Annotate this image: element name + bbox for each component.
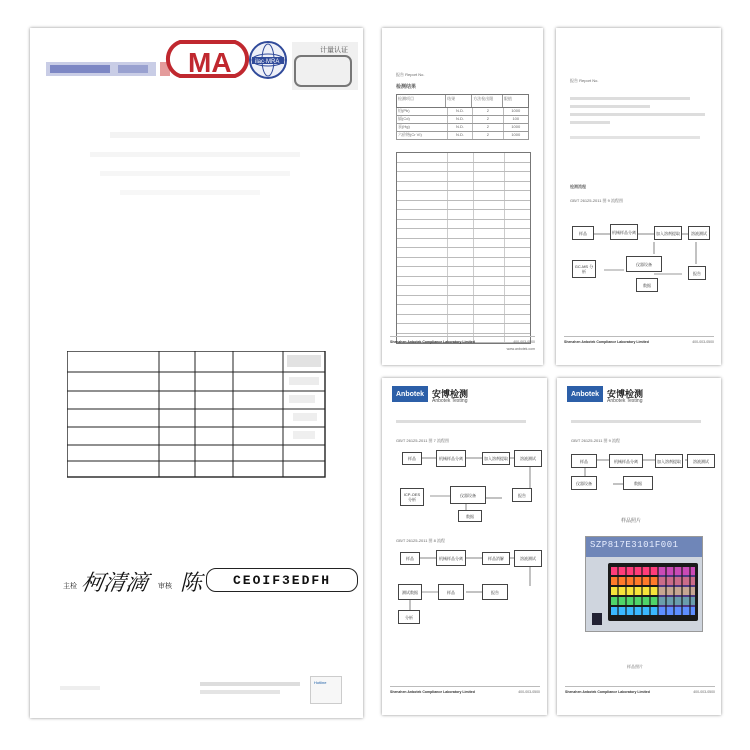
col-header-mdl: 方法检出限 <box>472 95 503 107</box>
results-section-title: 检测结果 <box>396 84 417 90</box>
report-flow-page <box>382 378 547 715</box>
table-cell <box>397 305 448 314</box>
flow-footer <box>390 686 540 709</box>
signature-label-inspector: 主检 <box>63 583 77 590</box>
cover-faint-text <box>70 118 320 338</box>
table-cell <box>474 153 505 162</box>
table-cell <box>448 286 474 295</box>
table-cell <box>397 153 448 162</box>
table-cell <box>397 172 448 181</box>
table-cell <box>505 258 530 267</box>
cma-mark: MA <box>188 47 232 78</box>
table-cell <box>448 191 474 200</box>
table-cell <box>505 248 530 257</box>
table-cell <box>397 210 448 219</box>
table-cell <box>505 182 530 191</box>
cover-header-logos <box>30 28 363 98</box>
flow-box: 样品 <box>400 552 420 565</box>
table-cell <box>397 248 448 257</box>
table-cell <box>448 296 474 305</box>
flow-box: 机械样品分离 <box>436 450 466 467</box>
flow-box: 测试数据 <box>398 584 422 600</box>
table-cell <box>505 201 530 210</box>
flow-box: 溶液测试 <box>514 450 542 467</box>
flow-box: 仪器设备 <box>450 486 486 504</box>
flow-box: 分析 <box>398 610 420 624</box>
flow-box: 机械样品分离 <box>609 454 643 468</box>
table-row: 汞(Hg) N.D. 2 1000 <box>396 124 529 132</box>
table-cell <box>505 267 530 276</box>
table-cell <box>448 163 474 172</box>
table-row: 六价铬(Cr VI) N.D. 2 1000 <box>396 132 529 140</box>
flow-box: 数据 <box>623 476 653 490</box>
results-table-1 <box>396 94 529 140</box>
anbotek-logo-text: Anbotek <box>396 390 424 398</box>
report-cover-page <box>30 28 363 718</box>
table-cell <box>505 153 530 162</box>
table-cell <box>397 163 448 172</box>
photo-std-label: GB/T 26125-2011 图 9 流程 <box>571 438 620 443</box>
anbotek-logo-text: Anbotek <box>571 390 599 398</box>
notes-lines <box>570 92 708 144</box>
col-header-limit: 限值 <box>503 96 512 101</box>
table-cell <box>505 324 530 333</box>
table-cell <box>397 315 448 324</box>
flow-footer-phone: 400-003-0500 <box>518 690 540 694</box>
flow-box: ICP-OES 分析 <box>400 488 424 506</box>
table-cell <box>474 220 505 229</box>
table-cell <box>505 286 530 295</box>
table-row <box>397 324 530 334</box>
flow-std-label-2: GB/T 26125-2011 图 8 流程 <box>396 538 445 543</box>
photo-title: 样品照片 <box>621 518 642 524</box>
table-cell <box>505 296 530 305</box>
flow-std-label-1: GB/T 26125-2011 图 7 流程图 <box>396 438 449 443</box>
table-cell <box>474 315 505 324</box>
table-cell <box>505 191 530 200</box>
table-row <box>397 182 530 192</box>
table-cell <box>474 277 505 286</box>
table-cell <box>448 172 474 181</box>
table-row <box>397 191 530 201</box>
table-cell <box>505 315 530 324</box>
flow-box: 样品 <box>438 584 464 600</box>
table-row: 铅(Pb) N.D. 2 1000 <box>396 108 529 116</box>
table-cell <box>505 220 530 229</box>
table-row <box>397 296 530 306</box>
results-header-small: 报告 Report No. <box>396 72 425 77</box>
flow-box: 数据 <box>636 278 658 292</box>
sample-photo <box>585 536 703 632</box>
anbotek-logo-sub: Anbotek Testing <box>607 398 643 404</box>
flow-box: 机械样品分离 <box>610 224 638 240</box>
approval-stamp-text: CEOIF3EDFH <box>232 572 331 588</box>
table-cell <box>474 267 505 276</box>
signature-inspector-handwriting: 柯清滴 <box>79 571 150 596</box>
col-header-item: 检测项目 <box>397 95 446 107</box>
table-cell <box>474 191 505 200</box>
table-cell <box>474 182 505 191</box>
table-cell <box>474 286 505 295</box>
table-cell <box>397 267 448 276</box>
table-row <box>397 210 530 220</box>
flow-box: 溶液测试 <box>514 550 542 567</box>
table-cell <box>448 201 474 210</box>
cover-info-table <box>67 351 327 481</box>
flow-box: 数据 <box>458 510 482 522</box>
table-cell <box>448 277 474 286</box>
table-cell <box>448 258 474 267</box>
flow-box: 加入溶剂提取 <box>654 226 682 240</box>
flow-box: 样品 <box>571 454 597 468</box>
approval-stamp <box>206 568 358 592</box>
flow-box: 报告 <box>512 488 532 502</box>
table-row <box>397 248 530 258</box>
anbotek-logo <box>392 386 428 402</box>
table-cell <box>397 286 448 295</box>
anbotek-logo-cn: 安博检测 <box>607 389 644 399</box>
notes-std-label: GB/T 26125-2011 图 9 流程图 <box>570 198 623 203</box>
photo-footer-company: Shenzhen Anbotek Compliance Laboratory Limited <box>565 690 650 694</box>
table-cell <box>397 229 448 238</box>
anbotek-logo <box>567 386 603 402</box>
report-notes-page <box>556 28 721 365</box>
anbotek-logo-cn: 安博检测 <box>432 389 469 399</box>
table-cell <box>474 201 505 210</box>
table-cell <box>448 239 474 248</box>
sample-photo-code: SZP817E3101F001 <box>590 540 679 550</box>
table-cell <box>505 229 530 238</box>
results-footer-web: www.anbotek.com <box>506 347 535 351</box>
table-cell <box>448 305 474 314</box>
table-cell <box>474 229 505 238</box>
table-cell <box>474 296 505 305</box>
table-cell <box>397 201 448 210</box>
results-footer-phone: 400-003-0500 <box>513 340 535 344</box>
table-cell <box>397 258 448 267</box>
table-cell <box>474 324 505 333</box>
table-cell <box>397 324 448 333</box>
flow-box: GC-MS 分析 <box>572 260 596 278</box>
table-cell <box>505 239 530 248</box>
table-row <box>397 220 530 230</box>
results-table-2 <box>396 152 531 344</box>
table-row <box>397 153 530 163</box>
table-cell <box>474 305 505 314</box>
table-cell <box>474 239 505 248</box>
flow-box: 仪器设备 <box>571 476 597 490</box>
table-row <box>397 172 530 182</box>
flow-box: 溶液测试 <box>687 454 715 468</box>
table-row <box>397 315 530 325</box>
table-row <box>397 239 530 249</box>
notes-header-small: 报告 Report No. <box>570 78 599 83</box>
table-cell <box>505 210 530 219</box>
table-cell <box>474 248 505 257</box>
notes-footer-phone: 400-003-0500 <box>692 340 714 344</box>
keyboard-image <box>608 563 698 621</box>
flow-box: 加入溶剂提取 <box>655 454 683 468</box>
flow-box: 样品消解 <box>482 552 510 565</box>
table-cell <box>397 277 448 286</box>
table-cell <box>505 172 530 181</box>
results-footer-company: Shenzhen Anbotek Compliance Laboratory Limited <box>390 340 475 344</box>
table-row <box>397 277 530 287</box>
report-results-page <box>382 28 543 365</box>
table-cell <box>474 258 505 267</box>
table-cell <box>397 220 448 229</box>
photo-footer-phone: 400-003-0500 <box>693 690 715 694</box>
table-cell <box>397 182 448 191</box>
signature-reviewer-handwriting: 陈 <box>180 571 203 596</box>
photo-footer <box>565 686 715 709</box>
hotline-badge <box>310 676 342 704</box>
table-cell <box>448 229 474 238</box>
table-cell <box>448 220 474 229</box>
table-cell <box>474 210 505 219</box>
cover-cert-text: 计量认证 <box>320 47 348 54</box>
table-cell <box>505 163 530 172</box>
flow-box: 样品 <box>402 452 422 465</box>
anbotek-logo-sub: Anbotek Testing <box>432 398 468 404</box>
table-cell <box>474 163 505 172</box>
photo-caption: 样品照片 <box>627 664 643 669</box>
flow-box: 报告 <box>482 584 508 600</box>
results-footer <box>390 336 535 359</box>
table-row <box>397 267 530 277</box>
flow-box: 报告 <box>688 266 706 280</box>
table-cell <box>505 277 530 286</box>
notes-footer-company: Shenzhen Anbotek Compliance Laboratory Limited <box>564 340 649 344</box>
table-cell <box>397 239 448 248</box>
table-cell <box>448 324 474 333</box>
table-cell <box>505 305 530 314</box>
notes-flow-title: 检测流程 <box>570 184 586 189</box>
table-cell <box>397 296 448 305</box>
table-cell <box>474 172 505 181</box>
signature-label-reviewer: 审核 <box>158 583 172 590</box>
table-cell <box>448 267 474 276</box>
svg-text:ilac·MRA: ilac·MRA <box>255 59 280 65</box>
table-row: 镉(Cd) N.D. 2 100 <box>396 116 529 124</box>
notes-footer <box>564 336 714 359</box>
table-row <box>397 258 530 268</box>
table-row <box>397 305 530 315</box>
flow-box: 溶液测试 <box>688 226 710 240</box>
table-cell <box>448 153 474 162</box>
table-row <box>397 201 530 211</box>
col-header-result: 结果 <box>446 95 472 107</box>
flow-box: 加入溶剂提取 <box>482 452 510 465</box>
hotline-label: Hotline <box>314 680 327 685</box>
cover-footer <box>60 676 340 702</box>
table-cell <box>448 248 474 257</box>
table-cell <box>448 315 474 324</box>
table-cell <box>397 191 448 200</box>
report-photo-page <box>557 378 721 715</box>
table-row <box>397 286 530 296</box>
table-row <box>397 229 530 239</box>
flow-footer-company: Shenzhen Anbotek Compliance Laboratory Limited <box>390 690 475 694</box>
flow-box: 机械样品分离 <box>436 550 466 566</box>
flow-box: 仪器设备 <box>626 256 662 272</box>
table-cell <box>448 210 474 219</box>
flow-box: 样品 <box>572 226 594 240</box>
table-row <box>397 163 530 173</box>
table-cell <box>448 182 474 191</box>
